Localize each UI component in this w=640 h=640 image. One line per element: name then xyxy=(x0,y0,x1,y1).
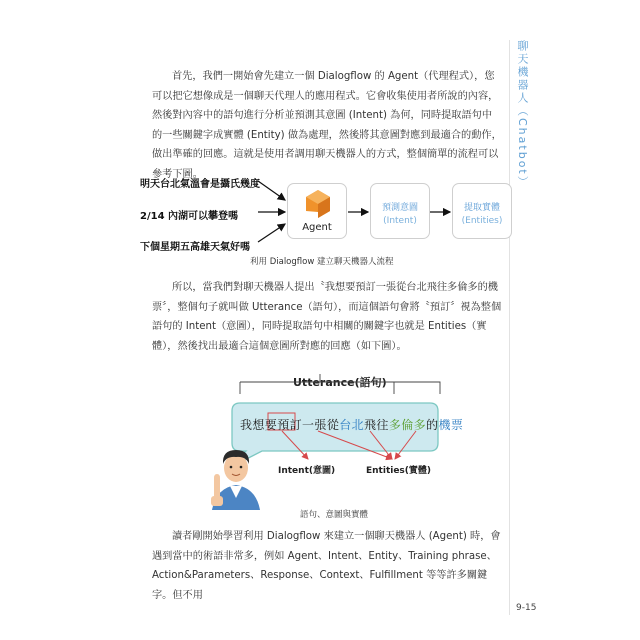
paragraph-intro-text: 首先，我們一開始會先建立一個 Dialogflow 的 Agent（代理程式），您可以把它想像成是一個聊天代理人的應用程式。它會收集使用者所說的內容，然後對內容中的語句進行分析並預測其意圖 (Intent) 為何，同時提取語句中的一些關鍵字成實體 (Entity) 做為處理，然後將其意圖對應到最適合的動作，做出準確的回應。這就是使用者調用聊天機器人的方式，整個簡單的流程可以參考下圖。 xyxy=(152,71,502,180)
example-question-2: 2/14 內湖可以攀登嗎 xyxy=(140,211,239,222)
sentence-part4: 的 xyxy=(426,418,439,432)
page-number: 9-15 xyxy=(516,603,537,613)
utterance-sentence xyxy=(240,416,463,433)
paragraph-utterance-text: 所以，當我們對聊天機器人提出〝我想要預訂一張從台北飛往多倫多的機票〞，整個句子就叫做 Utterance（語句），而這個語句會將〝預訂〞視為整個語句的 Intent（意圖），同時提取語句中相關的關鍵字也就是 Entities（實體），然後找出最適合這個意圖所對應的回應（如下圖）。 xyxy=(152,282,502,352)
intent-label: Intent(意圖) xyxy=(278,466,336,476)
utterance-title: Utterance(語句) xyxy=(293,376,387,389)
figure1-caption: 利用 Dialogflow 建立聊天機器人流程 xyxy=(250,257,394,267)
sentence-part1: 我想要 xyxy=(240,418,278,432)
example-question-1: 明天台北氣溫會是攝氏幾度 xyxy=(140,179,260,190)
sentence-part2: 一張從 xyxy=(302,418,340,432)
person-avatar xyxy=(211,450,260,510)
sentence-entity-taipei: 台北 xyxy=(339,418,365,432)
figure2-caption: 語句、意圖與實體 xyxy=(300,510,369,520)
paragraph-terms xyxy=(152,527,502,605)
entities-box-subtitle: (Entities) xyxy=(461,216,503,226)
sentence-entity-toronto: 多倫多 xyxy=(388,418,427,432)
intent-box-subtitle: (Intent) xyxy=(383,216,417,226)
sentence-entity-ticket: 機票 xyxy=(438,418,464,432)
paragraph-terms-text: 讀者剛開始學習利用 Dialogflow 來建立一個聊天機器人 (Agent) 時，會遇到當中的術語非常多，例如 Agent、Intent、Entity、Training phrase、Action&Parameters、Response、Context、Fulfillment 等等許多關鍵字。但不用 xyxy=(152,531,501,601)
entities-label: Entities(實體) xyxy=(366,466,432,476)
utterance-bracket xyxy=(240,382,394,394)
example-question-3: 下個星期五高雄天氣好嗎 xyxy=(140,242,250,253)
sentence-intent-word: 預訂 xyxy=(277,418,303,432)
intent-box-title: 預測意圖 xyxy=(381,203,418,213)
sentence-part3: 飛往 xyxy=(364,418,389,432)
entities-box-title: 提取實體 xyxy=(463,203,500,213)
chapter-side-title: 聊天機器人（Chatbot） xyxy=(516,40,529,189)
agent-label: Agent xyxy=(302,222,332,233)
